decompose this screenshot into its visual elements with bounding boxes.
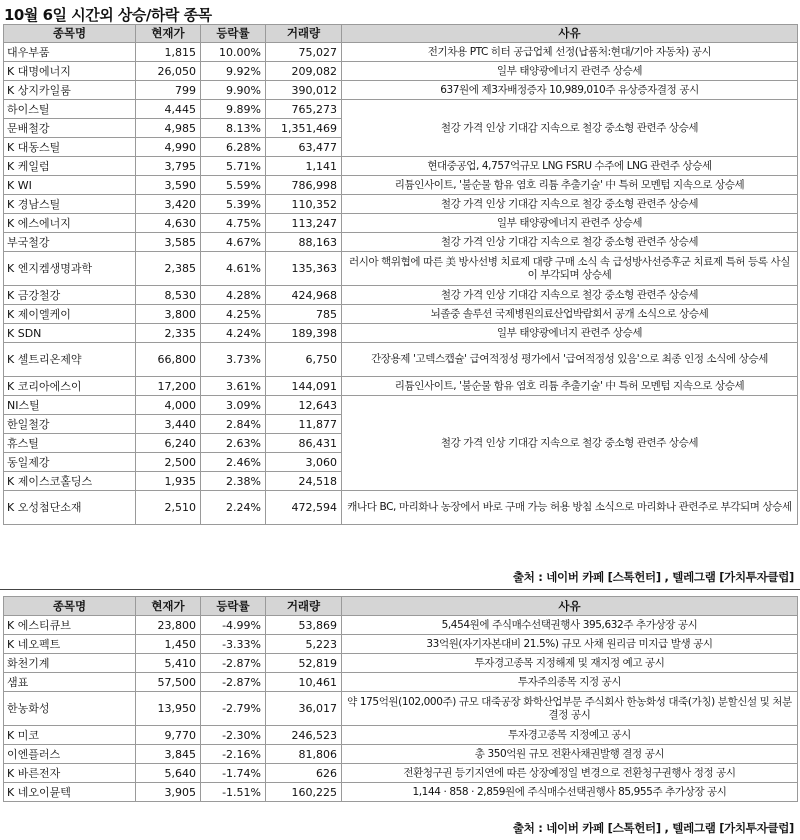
trade-volume: 36,017 (266, 692, 342, 726)
table-row (4, 43, 798, 62)
stock-name: 휴스틸 (4, 434, 136, 453)
trade-volume: 3,060 (266, 453, 342, 472)
current-price: 3,845 (136, 745, 201, 764)
current-price: 13,950 (136, 692, 201, 726)
reason-text: 리튬인사이트, '불순물 함유 염호 리튬 추출기술' 中 특허 모멘텀 지속으로 상승세 (342, 377, 798, 396)
trade-volume: 390,012 (266, 81, 342, 100)
trade-volume: 10,461 (266, 673, 342, 692)
trade-volume: 53,869 (266, 616, 342, 635)
reason-text: 현대중공업, 4,757억규모 LNG FSRU 수주에 LNG 관련주 상승세 (342, 157, 798, 176)
stock-name: K 대명에너지 (4, 62, 136, 81)
change-rate: 4.28% (201, 286, 266, 305)
trade-volume: 81,806 (266, 745, 342, 764)
table-row (4, 764, 798, 783)
current-price: 4,630 (136, 214, 201, 233)
table-row (4, 491, 798, 525)
current-price: 17,200 (136, 377, 201, 396)
table-row (4, 157, 798, 176)
current-price: 5,410 (136, 654, 201, 673)
stock-name: 문배철강 (4, 119, 136, 138)
trade-volume: 472,594 (266, 491, 342, 525)
stock-name: K 에스티큐브 (4, 616, 136, 635)
table-row (4, 324, 798, 343)
reason-text: 일부 태양광에너지 관련주 상승세 (342, 214, 798, 233)
trade-volume: 135,363 (266, 252, 342, 286)
table-row (4, 783, 798, 802)
stock-name: K 금강철강 (4, 286, 136, 305)
current-price: 2,335 (136, 324, 201, 343)
stock-name: K 엔지켐생명과학 (4, 252, 136, 286)
trade-volume: 6,750 (266, 343, 342, 377)
change-rate: 4.67% (201, 233, 266, 252)
stock-name: 한일철강 (4, 415, 136, 434)
change-rate: 10.00% (201, 43, 266, 62)
table-row (4, 214, 798, 233)
reason-text: 전기차용 PTC 히터 공급업체 선정(납품처:현대/기아 자동차) 공시 (342, 43, 798, 62)
change-rate: -1.74% (201, 764, 266, 783)
reason-text: 총 350억원 규모 전환사채권발행 결정 공시 (342, 745, 798, 764)
header-name: 종목명 (4, 25, 136, 43)
trade-volume: 424,968 (266, 286, 342, 305)
current-price: 4,000 (136, 396, 201, 415)
trade-volume: 86,431 (266, 434, 342, 453)
current-price: 3,590 (136, 176, 201, 195)
current-price: 2,385 (136, 252, 201, 286)
reason-text: 전환청구권 등기지연에 따른 상장예정일 변경으로 전환청구권행사 정정 공시 (342, 764, 798, 783)
change-rate: 2.84% (201, 415, 266, 434)
table-row (4, 195, 798, 214)
header-name: 종목명 (4, 597, 136, 616)
trade-volume: 1,351,469 (266, 119, 342, 138)
stock-name: K WI (4, 176, 136, 195)
stock-name: K 상지카일룸 (4, 81, 136, 100)
stock-name: 샘표 (4, 673, 136, 692)
trade-volume: 1,141 (266, 157, 342, 176)
current-price: 4,990 (136, 138, 201, 157)
table-row (4, 176, 798, 195)
table-row (4, 252, 798, 286)
table-row (4, 233, 798, 252)
change-rate: 8.13% (201, 119, 266, 138)
current-price: 23,800 (136, 616, 201, 635)
trade-volume: 786,998 (266, 176, 342, 195)
stock-name: 화천기계 (4, 654, 136, 673)
reason-text: 철강 가격 인상 기대감 지속으로 철강 중소형 관련주 상승세 (342, 100, 798, 157)
table-header-row (4, 597, 798, 616)
change-rate: 4.24% (201, 324, 266, 343)
header-price: 현재가 (136, 597, 201, 616)
trade-volume: 626 (266, 764, 342, 783)
change-rate: 2.46% (201, 453, 266, 472)
stock-name: 하이스틸 (4, 100, 136, 119)
current-price: 4,985 (136, 119, 201, 138)
reason-text: 1,144 · 858 · 2,859원에 주식매수선택권행사 85,955주 추가상장 공시 (342, 783, 798, 802)
table-row (4, 673, 798, 692)
change-rate: 3.61% (201, 377, 266, 396)
change-rate: -4.99% (201, 616, 266, 635)
change-rate: 3.09% (201, 396, 266, 415)
trade-volume: 785 (266, 305, 342, 324)
stock-name: NI스틸 (4, 396, 136, 415)
stock-name: K 경남스틸 (4, 195, 136, 214)
current-price: 2,510 (136, 491, 201, 525)
table-header-row (4, 25, 798, 43)
reason-text: 일부 태양광에너지 관련주 상승세 (342, 324, 798, 343)
change-rate: 6.28% (201, 138, 266, 157)
reason-text: 약 175억원(102,000주) 규모 대죽공장 화학산업부문 주식회사 한농화성 대죽(가칭) 분할신설 및 처분 결정 공시 (342, 692, 798, 726)
rising-stocks-table (3, 24, 798, 525)
stock-name: K 에스에너지 (4, 214, 136, 233)
reason-text: 637원에 제3자배정증자 10,989,010주 유상증자결정 공시 (342, 81, 798, 100)
reason-text: 5,454원에 주식매수선택권행사 395,632주 추가상장 공시 (342, 616, 798, 635)
table-row (4, 635, 798, 654)
reason-text: 일부 태양광에너지 관련주 상승세 (342, 62, 798, 81)
change-rate: 9.92% (201, 62, 266, 81)
stock-name: K 네오이뮨텍 (4, 783, 136, 802)
trade-volume: 160,225 (266, 783, 342, 802)
current-price: 3,440 (136, 415, 201, 434)
page-title: 10월 6일 시간외 상승/하락 종목 (4, 6, 212, 24)
header-reason: 사유 (342, 25, 798, 43)
stock-name: 이엔플러스 (4, 745, 136, 764)
table-row (4, 616, 798, 635)
stock-name: 부국철강 (4, 233, 136, 252)
table-row (4, 62, 798, 81)
change-rate: 4.61% (201, 252, 266, 286)
change-rate: 2.63% (201, 434, 266, 453)
reason-text: 투자경고종목 지정예고 공시 (342, 726, 798, 745)
current-price: 66,800 (136, 343, 201, 377)
trade-volume: 88,163 (266, 233, 342, 252)
stock-name: K 오성첨단소재 (4, 491, 136, 525)
current-price: 6,240 (136, 434, 201, 453)
change-rate: 5.71% (201, 157, 266, 176)
current-price: 26,050 (136, 62, 201, 81)
current-price: 3,905 (136, 783, 201, 802)
trade-volume: 75,027 (266, 43, 342, 62)
falling-stocks-table (3, 596, 798, 802)
trade-volume: 11,877 (266, 415, 342, 434)
current-price: 5,640 (136, 764, 201, 783)
stock-name: K 제이엘케이 (4, 305, 136, 324)
change-rate: -1.51% (201, 783, 266, 802)
change-rate: 9.89% (201, 100, 266, 119)
trade-volume: 52,819 (266, 654, 342, 673)
change-rate: -2.30% (201, 726, 266, 745)
trade-volume: 189,398 (266, 324, 342, 343)
table-row (4, 343, 798, 377)
trade-volume: 12,643 (266, 396, 342, 415)
reason-text: 철강 가격 인상 기대감 지속으로 철강 중소형 관련주 상승세 (342, 233, 798, 252)
reason-text: 간장용제 '고덱스캡슐' 급여적정성 평가에서 '급여적정성 있음'으로 최종 인정 소식에 상승세 (342, 343, 798, 377)
trade-volume: 144,091 (266, 377, 342, 396)
current-price: 3,420 (136, 195, 201, 214)
reason-text: 리튬인사이트, '불순물 함유 염호 리튬 추출기술' 中 특허 모멘텀 지속으로 상승세 (342, 176, 798, 195)
header-rate: 등락률 (201, 597, 266, 616)
change-rate: -2.79% (201, 692, 266, 726)
stock-name: K 네오펙트 (4, 635, 136, 654)
table-row (4, 286, 798, 305)
header-rate: 등락률 (201, 25, 266, 43)
current-price: 57,500 (136, 673, 201, 692)
trade-volume: 246,523 (266, 726, 342, 745)
change-rate: -2.87% (201, 654, 266, 673)
table-row (4, 305, 798, 324)
trade-volume: 63,477 (266, 138, 342, 157)
header-volume: 거래량 (266, 25, 342, 43)
change-rate: 2.38% (201, 472, 266, 491)
stock-name: K 바른전자 (4, 764, 136, 783)
current-price: 8,530 (136, 286, 201, 305)
section-divider (0, 589, 800, 590)
trade-volume: 5,223 (266, 635, 342, 654)
reason-text: 철강 가격 인상 기대감 지속으로 철강 중소형 관련주 상승세 (342, 286, 798, 305)
stock-name: K 셀트리온제약 (4, 343, 136, 377)
current-price: 3,795 (136, 157, 201, 176)
trade-volume: 765,273 (266, 100, 342, 119)
current-price: 3,800 (136, 305, 201, 324)
change-rate: -2.16% (201, 745, 266, 764)
change-rate: 3.73% (201, 343, 266, 377)
reason-text: 철강 가격 인상 기대감 지속으로 철강 중소형 관련주 상승세 (342, 195, 798, 214)
reason-text: 33억원(자기자본대비 21.5%) 규모 사채 원리금 미지급 발생 공시 (342, 635, 798, 654)
reason-text: 투자주의종목 지정 공시 (342, 673, 798, 692)
source-credit-falling: 출처 : 네이버 카페 [스톡헌터] , 텔레그램 [가치투자클럽] (512, 821, 794, 835)
stock-name: K 케일럼 (4, 157, 136, 176)
table-row (4, 692, 798, 726)
change-rate: -2.87% (201, 673, 266, 692)
current-price: 2,500 (136, 453, 201, 472)
trade-volume: 113,247 (266, 214, 342, 233)
reason-text: 러시아 핵위협에 따른 美 방사선병 치료제 대량 구매 소식 속 급성방사선증후군 치료제 특허 등록 사실이 부각되며 상승세 (342, 252, 798, 286)
header-volume: 거래량 (266, 597, 342, 616)
change-rate: 5.59% (201, 176, 266, 195)
table-row (4, 377, 798, 396)
current-price: 9,770 (136, 726, 201, 745)
stock-name: K 코리아에스이 (4, 377, 136, 396)
stock-name: K 미코 (4, 726, 136, 745)
table-row (4, 100, 798, 119)
change-rate: 9.90% (201, 81, 266, 100)
table-row (4, 654, 798, 673)
trade-volume: 110,352 (266, 195, 342, 214)
trade-volume: 209,082 (266, 62, 342, 81)
stock-name: 동일제강 (4, 453, 136, 472)
stock-name: K SDN (4, 324, 136, 343)
current-price: 4,445 (136, 100, 201, 119)
source-credit-rising: 출처 : 네이버 카페 [스톡헌터] , 텔레그램 [가치투자클럽] (512, 570, 794, 584)
table-row (4, 81, 798, 100)
change-rate: 4.25% (201, 305, 266, 324)
table-row (4, 726, 798, 745)
change-rate: 4.75% (201, 214, 266, 233)
stock-name: 대우부품 (4, 43, 136, 62)
stock-name: K 제이스코홀딩스 (4, 472, 136, 491)
current-price: 1,815 (136, 43, 201, 62)
reason-text: 철강 가격 인상 기대감 지속으로 철강 중소형 관련주 상승세 (342, 396, 798, 491)
current-price: 1,450 (136, 635, 201, 654)
table-row (4, 396, 798, 415)
header-price: 현재가 (136, 25, 201, 43)
table-row (4, 745, 798, 764)
current-price: 3,585 (136, 233, 201, 252)
stock-name: K 대동스틸 (4, 138, 136, 157)
reason-text: 투자경고종목 지정해제 및 재지정 예고 공시 (342, 654, 798, 673)
change-rate: 2.24% (201, 491, 266, 525)
stock-name: 한농화성 (4, 692, 136, 726)
reason-text: 캐나다 BC, 마리화나 농장에서 바로 구매 가능 허용 방침 소식으로 마리화나 관련주로 부각되며 상승세 (342, 491, 798, 525)
reason-text: 뇌졸중 솔루션 국제병원의료산업박람회서 공개 소식으로 상승세 (342, 305, 798, 324)
change-rate: -3.33% (201, 635, 266, 654)
current-price: 799 (136, 81, 201, 100)
change-rate: 5.39% (201, 195, 266, 214)
current-price: 1,935 (136, 472, 201, 491)
header-reason: 사유 (342, 597, 798, 616)
trade-volume: 24,518 (266, 472, 342, 491)
